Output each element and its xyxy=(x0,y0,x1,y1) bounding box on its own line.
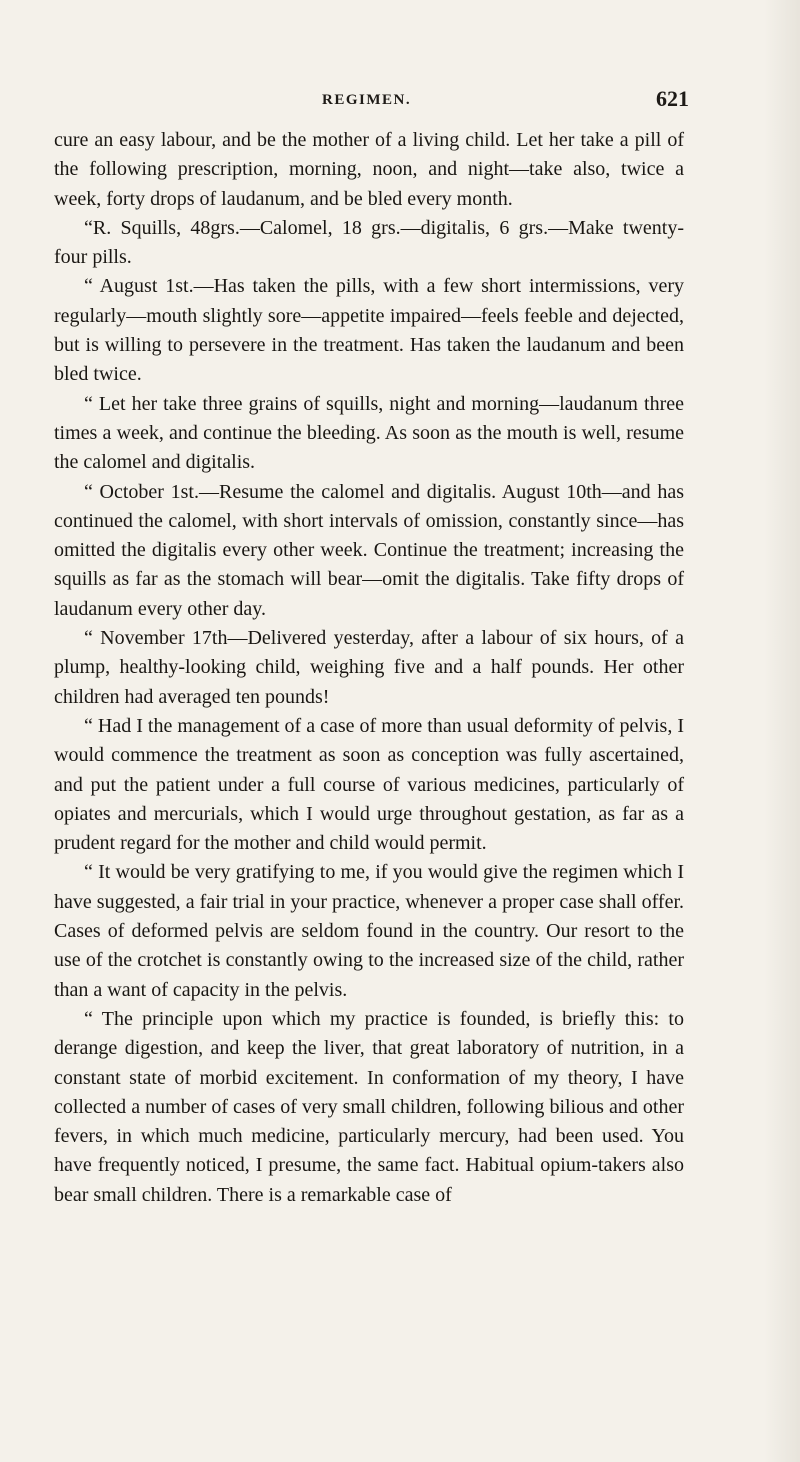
page-header xyxy=(0,86,800,116)
paragraph-gratifying: “ It would be very gratifying to me, if you would give the regimen which I have suggested, a fair trial in your practice, whenever a proper case shall offer. Cases of deformed pelvis are seldom found in the country. Our resort to the use of the crotchet is constantly owing to the increased size of the child, rather than a want of capacity in the pelvis. xyxy=(54,861,684,1001)
paragraph-august-1st: “ August 1st.—Has taken the pills, with a few short intermissions, very regularly—mouth slightly sore—appetite impaired—feels feeble and dejected, but is willing to persevere in the treatment. Has taken the laudanum and been bled twice. xyxy=(54,275,684,386)
body-text xyxy=(54,126,684,1210)
running-head: REGIMEN. xyxy=(322,92,412,108)
paragraph-squills-instruction: “ Let her take three grains of squills, night and morning—laudanum three times a week, and continue the bleeding. As soon as the mouth is well, resume the calomel and digitalis. xyxy=(54,392,684,474)
paragraph-principle: “ The principle upon which my practice is founded, is briefly this: to derange digestion, and keep the liver, that great laboratory of nutrition, in a constant state of morbid excitement. In conformation of my theory, I have collected a number of cases of very small children, following bilious and other fevers, in which much medicine, particularly mercury, had been used. You have frequently noticed, I presume, the same fact. Habitual opium-takers also bear small children. There is a remarkable case of xyxy=(54,1007,684,1206)
page-edge-shadow xyxy=(764,0,800,1462)
paragraph-november-17th: “ November 17th—Delivered yesterday, after a labour of six hours, of a plump, healthy-looking child, weighing five and a half pounds. Her other children had averaged ten pounds! xyxy=(54,627,684,708)
page-number: 621 xyxy=(656,86,689,111)
paragraph-management: “ Had I the management of a case of more than usual deformity of pelvis, I would commence the treatment as soon as conception was fully ascertained, and put the patient under a full course of various medicines, particularly of opiates and mercurials, which I would urge throughout gestation, as far as a prudent regard for the mother and child would permit. xyxy=(54,714,684,855)
paragraph-october-1st: “ October 1st.—Resume the calomel and digitalis. August 10th—and has continued the calomel, with short intervals of omission, constantly since—has omitted the digitalis every other week. Continue the treatment; increasing the squills as far as the stomach will bear—omit the digitalis. Take fifty drops of laudanum every other day. xyxy=(54,480,684,620)
paragraph-continuation: cure an easy labour, and be the mother of a living child. Let her take a pill of the following prescription, morning, noon, and night—take also, twice a week, forty drops of laudanum, and be bled every month. xyxy=(54,129,684,210)
paragraph-prescription: “R. Squills, 48grs.—Calomel, 18 grs.—digitalis, 6 grs.—Make twenty-four pills. xyxy=(54,216,684,269)
